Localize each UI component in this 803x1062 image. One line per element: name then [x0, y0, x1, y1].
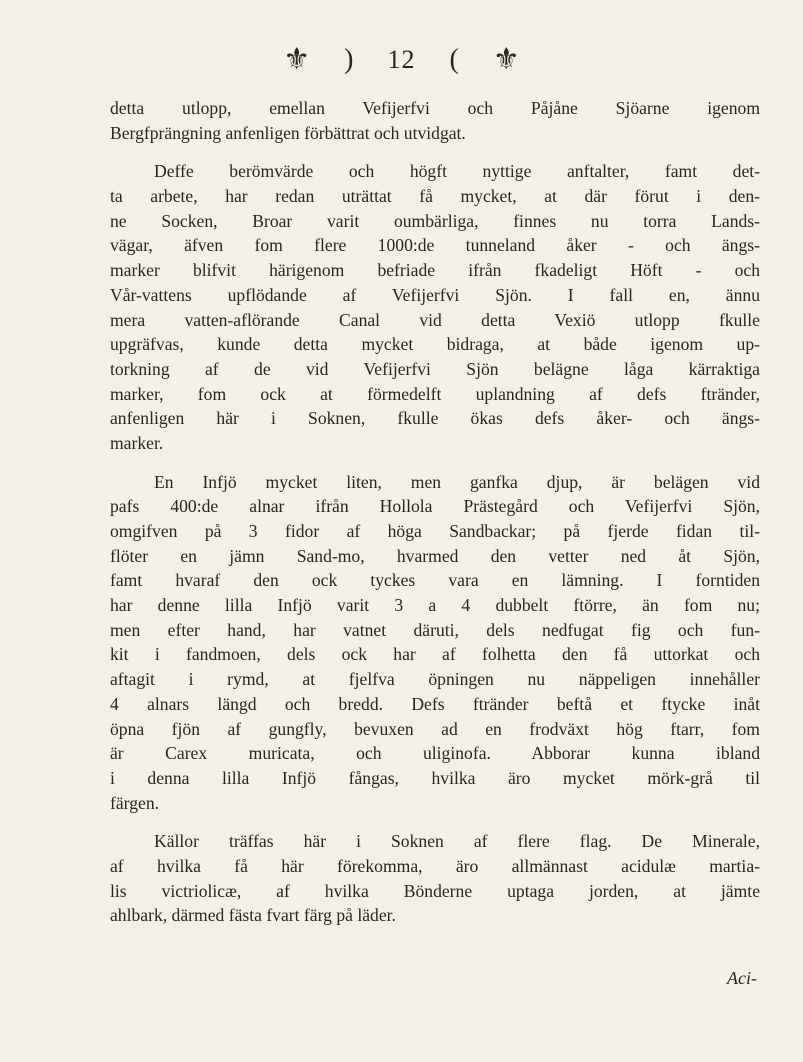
page-number: 12: [387, 45, 416, 74]
paragraph-3: [110, 470, 760, 816]
fleur-de-lis-right-icon: ⚜: [492, 43, 520, 76]
text-line: ne Socken, Broar varit oumbärliga, finnes nu torra Lands-: [110, 210, 760, 231]
text-line: upgräfvas, kunde detta mycket bidraga, at både igenom up-: [110, 334, 760, 355]
text-line: i denna lilla Infjö fångas, hvilka äro mycket mörk-grå til: [110, 767, 760, 788]
page-header: [0, 40, 803, 80]
text-line: öpna fjön af gungfly, bevuxen ad en frodväxt hög ftarr, fom: [110, 718, 760, 739]
text-line: marker blifvit härigenom befriade ifrån fkadeligt Höft - och: [110, 260, 760, 281]
text-line: ahlbark, därmed fästa fvart färg på läder.: [110, 905, 396, 926]
text-line: marker, fom ock at förmedelft uplandning af defs ftränder,: [110, 383, 760, 404]
text-line: kit i fandmoen, dels ock har af folhetta den få uttorkat och: [110, 644, 760, 665]
paragraph-1: [110, 96, 760, 145]
text-line: flöter en jämn Sand-mo, hvarmed den vetter ned åt Sjön,: [110, 545, 760, 566]
text-line: Deffe berömvärde och högft nyttige anftalter, famt det-: [154, 161, 760, 182]
text-line: vägar, äfven fom flere 1000:de tunneland åker - och ängs-: [110, 235, 760, 256]
text-line: af hvilka få här förekomma, äro allmännast acidulæ martia-: [110, 855, 760, 876]
fleur-de-lis-left-icon: ⚜: [283, 43, 311, 76]
text-line: lis victriolicæ, af hvilka Bönderne uptaga jorden, at jämte: [110, 880, 760, 901]
text-line: omgifven på 3 fidor af höga Sandbackar; på fjerde fidan til-: [110, 521, 760, 541]
paragraph-4: [110, 829, 760, 928]
text-line: Vår-vattens upflödande af Vefijerfvi Sjön. I fall en, ännu: [110, 284, 760, 305]
text-line: 4 alnars längd och bredd. Defs ftränder beftå et ftycke inåt: [110, 693, 760, 714]
text-line: har denne lilla Infjö varit 3 a 4 dubbelt ftörre, än fom nu;: [110, 595, 760, 616]
text-line: Källor träffas här i Soknen af flere flag. De Minerale,: [154, 831, 760, 852]
text-line: färgen.: [110, 792, 160, 813]
body-text: [110, 96, 760, 928]
text-line: torkning af de vid Vefijerfvi Sjön belägne låga kärraktiga: [110, 358, 760, 379]
paragraph-2: [110, 159, 760, 455]
text-line: mera vatten-aflörande Canal vid detta Vexiö utlopp fkulle: [110, 309, 760, 330]
header-right-paren: (: [449, 44, 459, 75]
text-line: anfenligen här i Soknen, fkulle ökas defs åker- och ängs-: [110, 408, 760, 429]
text-line: men efter hand, har vatnet däruti, dels nedfugat fig och fun-: [110, 619, 760, 640]
text-line: Bergfprängning anfenligen förbättrat och utvidgat.: [110, 122, 466, 143]
text-line: är Carex muricata, och uliginofa. Abborar kunna ibland: [110, 743, 760, 764]
text-line: En Infjö mycket liten, men ganfka djup, är belägen vid: [154, 471, 760, 492]
text-line: detta utlopp, emellan Vefijerfvi och Påjåne Sjöarne igenom: [110, 98, 760, 118]
text-line: marker.: [110, 432, 164, 453]
header-left-paren: ): [344, 44, 354, 75]
catchword: Aci-: [727, 968, 757, 988]
text-line: pafs 400:de alnar ifrån Hollola Prästegård och Vefijerfvi Sjön,: [110, 496, 760, 517]
text-line: famt hvaraf den ock tyckes vara en lämning. I forntiden: [110, 570, 760, 591]
text-line: ta arbete, har redan uträttat få mycket, at där förut i den-: [110, 186, 760, 207]
text-line: aftagit i rymd, at fjelfva öpningen nu näppeligen innehåller: [110, 669, 760, 690]
